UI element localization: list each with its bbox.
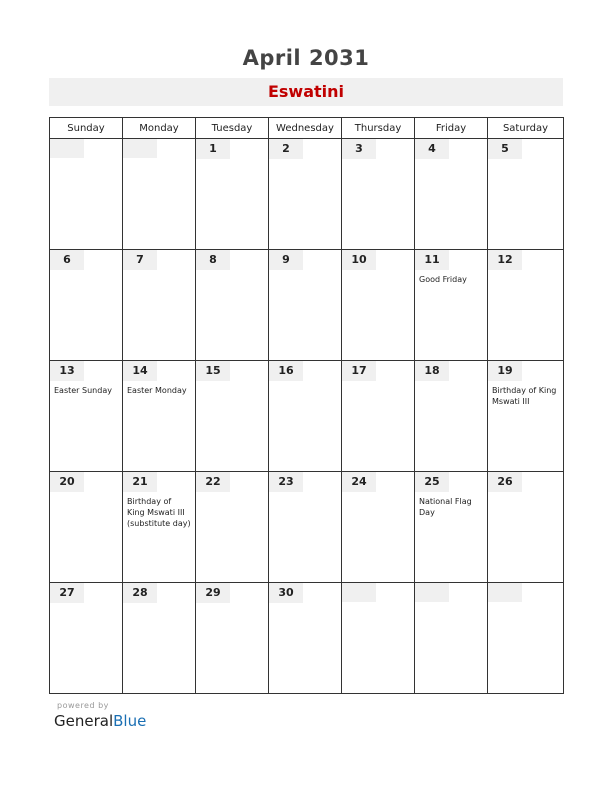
day-number: 20 xyxy=(50,472,84,492)
day-number: 13 xyxy=(50,361,84,381)
weekday-header: Sunday xyxy=(50,118,123,139)
day-cell xyxy=(488,361,564,472)
holiday-label: Birthday of King Mswati III xyxy=(492,386,557,406)
day-number: 12 xyxy=(488,250,522,270)
day-cell xyxy=(342,139,415,250)
day-number: 16 xyxy=(269,361,303,381)
day-number: 1 xyxy=(196,139,230,159)
day-number: 5 xyxy=(488,139,522,159)
day-cell xyxy=(269,139,342,250)
weekday-header: Tuesday xyxy=(196,118,269,139)
empty-day-marker xyxy=(123,139,157,158)
day-number: 14 xyxy=(123,361,157,381)
day-number: 22 xyxy=(196,472,230,492)
day-cell xyxy=(342,472,415,583)
day-cell xyxy=(415,361,488,472)
day-number: 30 xyxy=(269,583,303,603)
day-cell xyxy=(196,472,269,583)
day-cell xyxy=(415,250,488,361)
day-number: 24 xyxy=(342,472,376,492)
country-banner xyxy=(49,78,563,106)
brand-general-text: General xyxy=(54,712,114,730)
country-name: Eswatini xyxy=(267,82,345,101)
day-number: 15 xyxy=(196,361,230,381)
day-cell xyxy=(196,583,269,694)
day-cell xyxy=(123,472,196,583)
day-cell xyxy=(123,583,196,694)
day-cell xyxy=(196,139,269,250)
holiday-label: Birthday of King Mswati III (substitute day) xyxy=(127,497,191,528)
day-cell xyxy=(342,583,415,694)
day-cell xyxy=(488,583,564,694)
weekday-header: Wednesday xyxy=(269,118,342,139)
calendar-title: April 2031 xyxy=(242,46,370,70)
week-row xyxy=(50,583,564,694)
day-cell xyxy=(50,583,123,694)
day-cell xyxy=(50,472,123,583)
day-cell xyxy=(50,139,123,250)
week-row xyxy=(50,139,564,250)
calendar-grid xyxy=(49,117,564,694)
day-number: 27 xyxy=(50,583,84,603)
day-cell xyxy=(269,250,342,361)
day-cell xyxy=(196,361,269,472)
day-number: 3 xyxy=(342,139,376,159)
empty-day-marker xyxy=(488,583,522,602)
empty-day-marker xyxy=(342,583,376,602)
day-number: 28 xyxy=(123,583,157,603)
day-cell xyxy=(123,361,196,472)
day-cell xyxy=(342,361,415,472)
weekday-header: Saturday xyxy=(488,118,564,139)
day-number: 25 xyxy=(415,472,449,492)
day-number: 29 xyxy=(196,583,230,603)
day-cell xyxy=(415,472,488,583)
day-cell xyxy=(50,250,123,361)
day-cell xyxy=(123,139,196,250)
weekday-header: Monday xyxy=(123,118,196,139)
day-cell xyxy=(342,250,415,361)
day-cell xyxy=(488,472,564,583)
day-number: 26 xyxy=(488,472,522,492)
day-number: 8 xyxy=(196,250,230,270)
weekday-header: Friday xyxy=(415,118,488,139)
day-number: 11 xyxy=(415,250,449,270)
holiday-label: National Flag Day xyxy=(419,497,472,517)
day-number: 18 xyxy=(415,361,449,381)
day-number: 23 xyxy=(269,472,303,492)
day-number: 17 xyxy=(342,361,376,381)
empty-day-marker xyxy=(50,139,84,158)
generalblue-logo[interactable] xyxy=(54,712,146,730)
day-number: 2 xyxy=(269,139,303,159)
powered-by-label: powered by xyxy=(57,701,109,710)
holiday-label: Good Friday xyxy=(419,275,467,284)
holiday-label: Easter Monday xyxy=(127,386,187,395)
day-cell xyxy=(488,139,564,250)
day-number: 10 xyxy=(342,250,376,270)
day-cell xyxy=(196,250,269,361)
holiday-label: Easter Sunday xyxy=(54,386,112,395)
day-number: 9 xyxy=(269,250,303,270)
day-cell xyxy=(415,139,488,250)
day-cell xyxy=(415,583,488,694)
brand-blue-text: Blue xyxy=(113,712,147,730)
day-number: 6 xyxy=(50,250,84,270)
week-row xyxy=(50,361,564,472)
day-cell xyxy=(488,250,564,361)
empty-day-marker xyxy=(415,583,449,602)
day-cell xyxy=(269,361,342,472)
day-cell xyxy=(123,250,196,361)
week-row xyxy=(50,250,564,361)
day-number: 19 xyxy=(488,361,522,381)
day-cell xyxy=(269,583,342,694)
day-number: 7 xyxy=(123,250,157,270)
day-cell xyxy=(50,361,123,472)
week-row xyxy=(50,472,564,583)
day-number: 4 xyxy=(415,139,449,159)
day-number: 21 xyxy=(123,472,157,492)
day-cell xyxy=(269,472,342,583)
weekday-header-row xyxy=(50,118,564,139)
weekday-header: Thursday xyxy=(342,118,415,139)
